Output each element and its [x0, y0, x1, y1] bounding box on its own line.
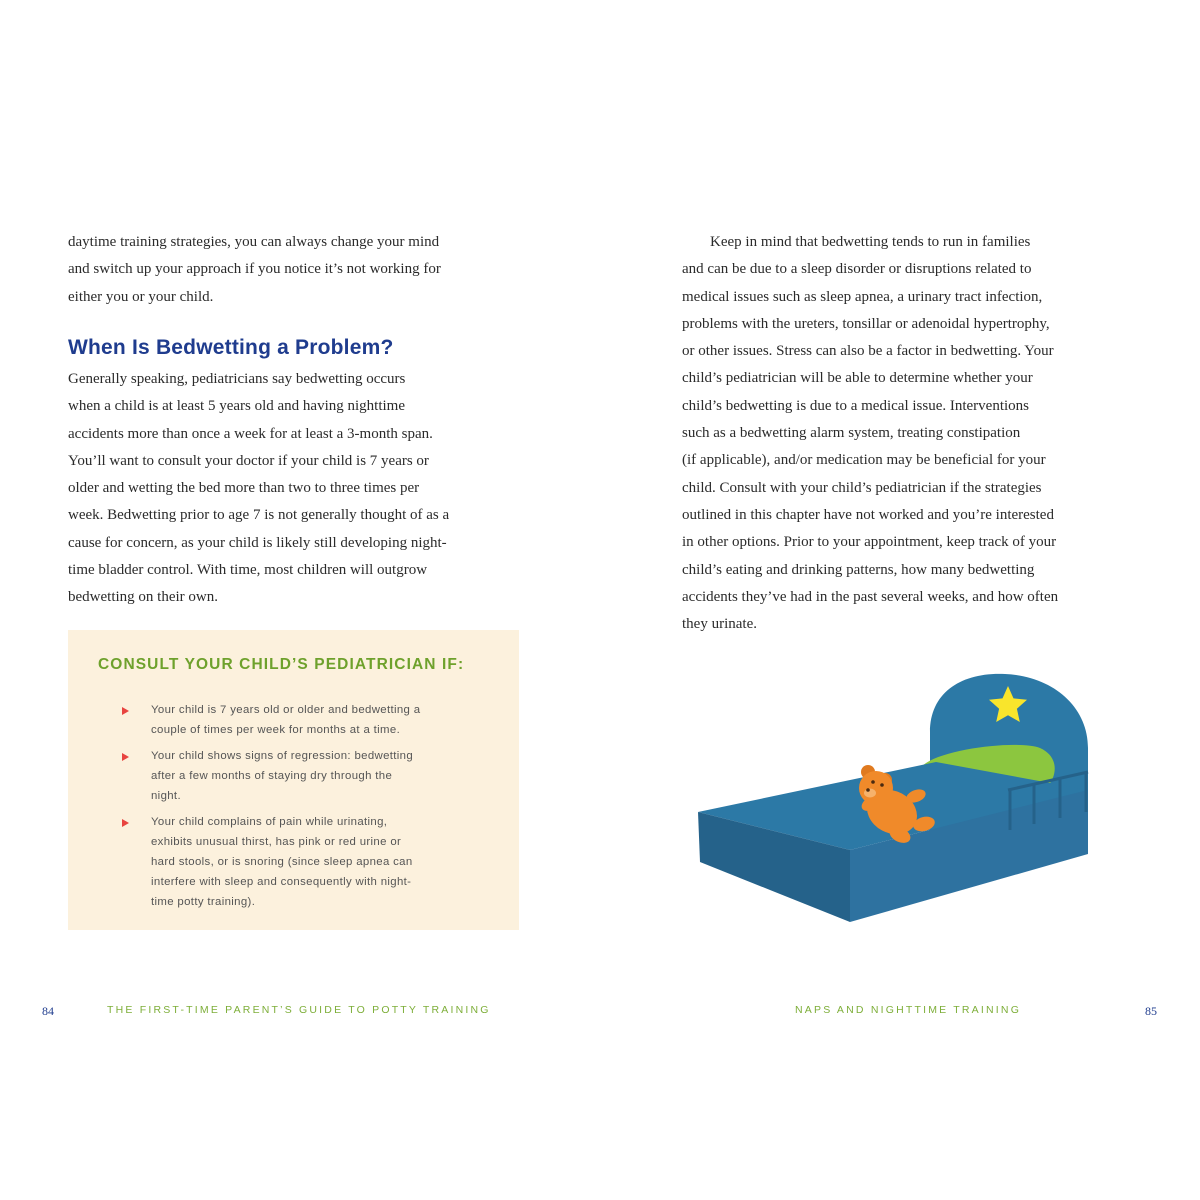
text-line: night. [151, 790, 181, 802]
text-line: and switch up your approach if you notice it’s not working for [68, 261, 441, 278]
bullet-text [151, 700, 420, 740]
text-line: Your child complains of pain while urinating, [151, 816, 388, 828]
text-line: problems with the ureters, tonsillar or adenoidal hypertrophy, [682, 315, 1050, 332]
text-line: they urinate. [682, 616, 757, 633]
text-line: Generally speaking, pediatricians say bedwetting occurs [68, 371, 406, 387]
text-line: cause for concern, as your child is likely still developing night- [68, 534, 447, 551]
text-line: daytime training strategies, you can always change your mind [68, 234, 440, 250]
callout-title: CONSULT YOUR CHILD’S PEDIATRICIAN IF: [98, 656, 465, 673]
text-line: after a few months of staying dry through the [151, 770, 393, 782]
running-footer-left: THE FIRST-TIME PARENT’S GUIDE TO POTTY TRAINING [107, 1004, 491, 1016]
text-line: when a child is at least 5 years old and having nighttime [68, 398, 406, 415]
text-line: interfere with sleep and consequently with night- [151, 876, 412, 888]
text-line: accidents they’ve had in the past several weeks, and how often [682, 588, 1059, 605]
text-line: in other options. Prior to your appointment, keep track of your [682, 534, 1057, 551]
text-line: time bladder control. With time, most children will outgrow [68, 562, 428, 579]
text-line: child’s bedwetting is due to a medical issue. Interventions [682, 397, 1030, 414]
page-number-right: 85 [1145, 1004, 1157, 1018]
bullet-text [151, 746, 413, 806]
text-line: week. Bedwetting prior to age 7 is not generally thought of as a [68, 507, 450, 524]
text-line: child’s pediatrician will be able to determine whether your [682, 370, 1033, 387]
text-line: or other issues. Stress can also be a factor in bedwetting. Your [682, 343, 1054, 360]
text-line: hard stools, or is snoring (since sleep apnea can [151, 856, 413, 868]
text-line: outlined in this chapter have not worked and you’re interested [682, 506, 1054, 523]
text-line: time potty training). [151, 896, 256, 908]
page-number-left: 84 [42, 1004, 54, 1018]
callout-bullet-list [68, 630, 519, 930]
text-line: You’ll want to consult your doctor if your child is 7 years or [68, 452, 429, 469]
section-heading: When Is Bedwetting a Problem? [68, 336, 394, 359]
bullet-arrow-icon [122, 753, 129, 761]
text-line: and can be due to a sleep disorder or disruptions related to [682, 261, 1032, 278]
text-line: medical issues such as sleep apnea, a urinary tract infection, [682, 288, 1043, 305]
right-body-paragraph [682, 229, 1058, 638]
text-line: (if applicable), and/or medication may be beneficial for your [682, 452, 1046, 469]
pediatrician-callout-box [68, 630, 519, 930]
left-continuation-paragraph [68, 229, 441, 311]
text-line: child’s eating and drinking patterns, how many bedwetting [682, 561, 1035, 578]
bullet-arrow-icon [122, 707, 129, 715]
text-line: either you or your child. [68, 288, 214, 305]
text-line: couple of times per week for months at a time. [151, 724, 401, 736]
text-line: exhibits unusual thirst, has pink or red urine or [151, 836, 402, 848]
text-line: bedwetting on their own. [68, 589, 218, 606]
text-line: older and wetting the bed more than two to three times per [68, 480, 420, 497]
text-line: such as a bedwetting alarm system, treating constipation [682, 425, 1021, 442]
text-line: Your child shows signs of regression: bedwetting [151, 750, 414, 762]
bullet-arrow-icon [122, 819, 129, 827]
text-line: child. Consult with your child’s pediatrician if the strategies [682, 479, 1042, 496]
text-line: Keep in mind that bedwetting tends to run in families [710, 234, 1031, 250]
left-body-paragraph [68, 366, 449, 612]
text-line: accidents more than once a week for at least a 3-month span. [68, 425, 433, 442]
bullet-text [151, 812, 413, 912]
running-footer-right: NAPS AND NIGHTTIME TRAINING [795, 1004, 1022, 1016]
bed-illustration [690, 670, 1100, 930]
text-line: Your child is 7 years old or older and bedwetting a [151, 704, 421, 716]
